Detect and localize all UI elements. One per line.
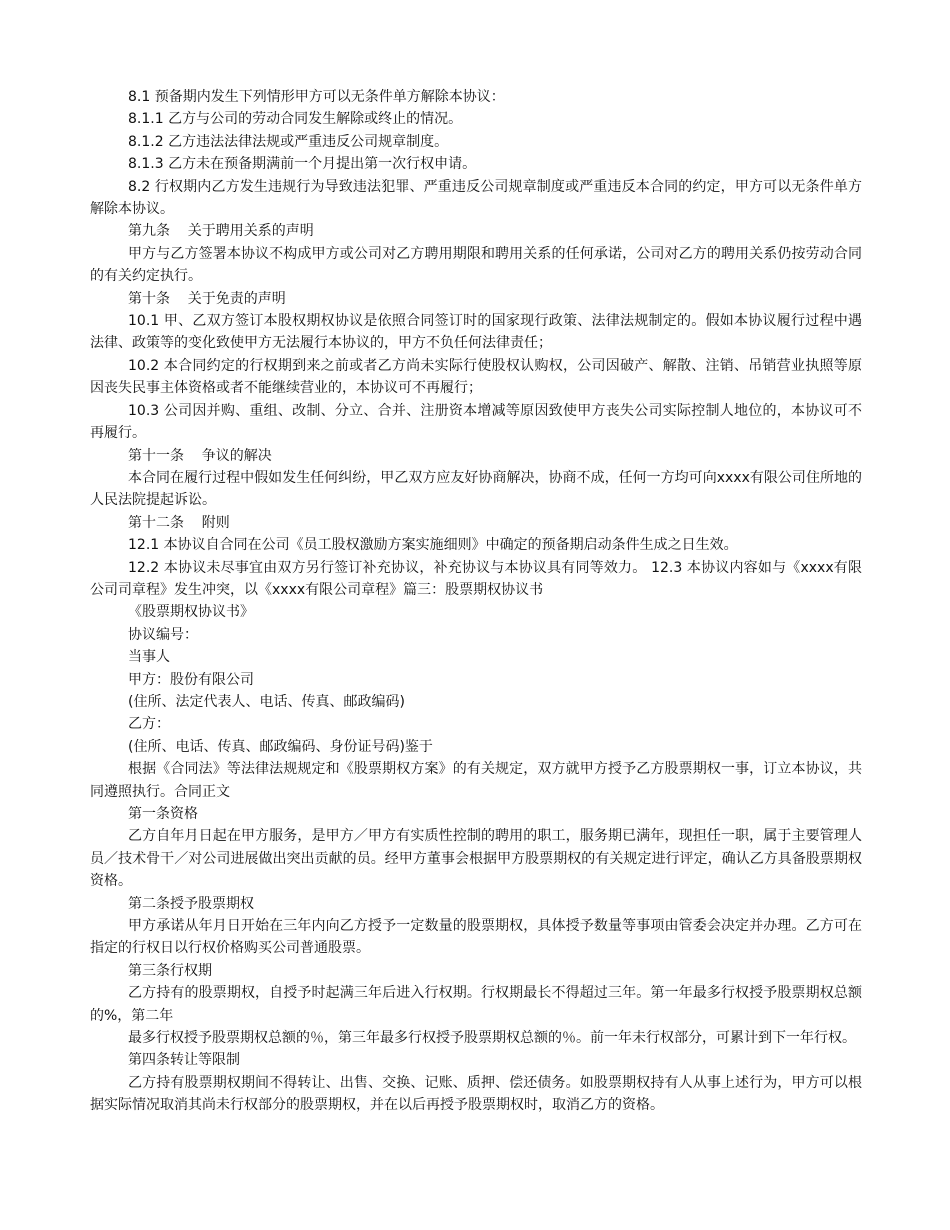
clause-12-1: 12.1 本协议自合同在公司《员工股权激励方案实施细则》中确定的预备期启动条件生成之日生效。 (128, 537, 738, 554)
article-9-heading: 第九条 关于聘用关系的声明 (128, 223, 314, 240)
article-2-heading: 第二条授予股票期权 (128, 895, 254, 912)
agreement-title: 《股票期权协议书》 (128, 604, 254, 621)
clause-8-1-1: 8.1.1 乙方与公司的劳动合同发生解除或终止的情况。 (128, 111, 463, 128)
article-3-text-b: 最多行权授予股票期权总额的％，第三年最多行权授予股票期权总额的％。前一年未行权部分，可累计到下一年行权。 (128, 1030, 856, 1047)
party-a-details: (住所、法定代表人、电话、传真、邮政编码) (128, 693, 405, 710)
preamble: 根据《合同法》等法律法规规定和《股票期权方案》的有关规定，双方就甲方授予乙方股票期权一事，订立本协议，共同遵照执行。合同正文 (90, 761, 862, 800)
clause-10-1: 10.1 甲、乙双方签订本股权期权协议是依照合同签订时的国家现行政策、法律法规制定的。假如本协议履行过程中遇法律、政策等的变化致使甲方无法履行本协议的，甲方不负任何法律责任； (90, 313, 862, 352)
article-9-text: 甲方与乙方签署本协议不构成甲方或公司对乙方聘用期限和聘用关系的任何承诺，公司对乙方的聘用关系仍按劳动合同的有关约定执行。 (90, 245, 862, 285)
agreement-number: 协议编号： (128, 626, 198, 643)
clause-10-2: 10.2 本合同约定的行权期到来之前或者乙方尚未实际行使股权认购权，公司因破产、解散、注销、吊销营业执照等原因丧失民事主体资格或者不能继续营业的，本协议可不再履行； (90, 357, 862, 397)
clause-10-3: 10.3 公司因并购、重组、改制、分立、合并、注册资本增减等原因致使甲方丧失公司实际控制人地位的，本协议可不再履行。 (90, 402, 862, 442)
document-body (90, 86, 862, 1117)
party-b: 乙方： (128, 716, 170, 733)
clause-8-1-2: 8.1.2 乙方违法法律法规或严重违反公司规章制度。 (128, 133, 449, 150)
party-b-details: (住所、电话、传真、邮政编码、身份证号码)鉴于 (128, 738, 433, 755)
parties-heading: 当事人 (128, 649, 170, 666)
article-2-text: 甲方承诺从年月日开始在三年内向乙方授予一定数量的股票期权，具体授予数量等事项由管委会决定并办理。乙方可在指定的行权日以行权价格购买公司普通股票。 (90, 918, 862, 957)
article-1-heading: 第一条资格 (128, 806, 198, 822)
clause-12-2: 12.2 本协议未尽事宜由双方另行签订补充协议，补充协议与本协议具有同等效力。 12.3 本协议内容如与《xxxx有限公司司章程》发生冲突，以《xxxx有限公司章程》篇三：股票期权协议书 (90, 559, 862, 598)
party-a: 甲方：股份有限公司 (128, 671, 254, 688)
article-11-text: 本合同在履行过程中假如发生任何纠纷，甲乙双方应友好协商解决，协商不成，任何一方均可向xxxx有限公司住所地的人民法院提起诉讼。 (90, 469, 862, 509)
article-4-text: 乙方持有股票期权期间不得转让、出售、交换、记账、质押、偿还债务。如股票期权持有人从事上述行为，甲方可以根据实际情况取消其尚未行权部分的股票期权，并在以后再授予股票期权时，取消乙方的资格。 (90, 1074, 862, 1114)
clause-8-2: 8.2 行权期内乙方发生违规行为导致违法犯罪、严重违反公司规章制度或严重违反本合同的约定，甲方可以无条件单方解除本协议。 (90, 178, 862, 218)
clause-8-1: 8.1 预备期内发生下列情形甲方可以无条件单方解除本协议： (128, 89, 505, 105)
article-12-heading: 第十二条 附则 (128, 514, 230, 531)
article-3-heading: 第三条行权期 (128, 962, 212, 979)
clause-8-1-3: 8.1.3 乙方未在预备期满前一个月提出第一次行权申请。 (128, 156, 477, 173)
article-3-text-a: 乙方持有的股票期权，自授予时起满三年后进入行权期。行权期最长不得超过三年。第一年最多行权授予股票期权总额的%，第二年 (90, 985, 862, 1024)
article-1-text: 乙方自年月日起在甲方服务，是甲方／甲方有实质性控制的聘用的职工，服务期已满年，现担任一职，属于主要管理人员／技术骨干／对公司进展做出突出贡献的员。经甲方董事会根据甲方股票期权的有关规定进行评定，确认乙方具备股票期权资格。 (90, 828, 862, 890)
article-4-heading: 第四条转让等限制 (128, 1052, 240, 1069)
article-10-heading: 第十条 关于免责的声明 (128, 290, 286, 307)
article-11-heading: 第十一条 争议的解决 (128, 447, 272, 464)
